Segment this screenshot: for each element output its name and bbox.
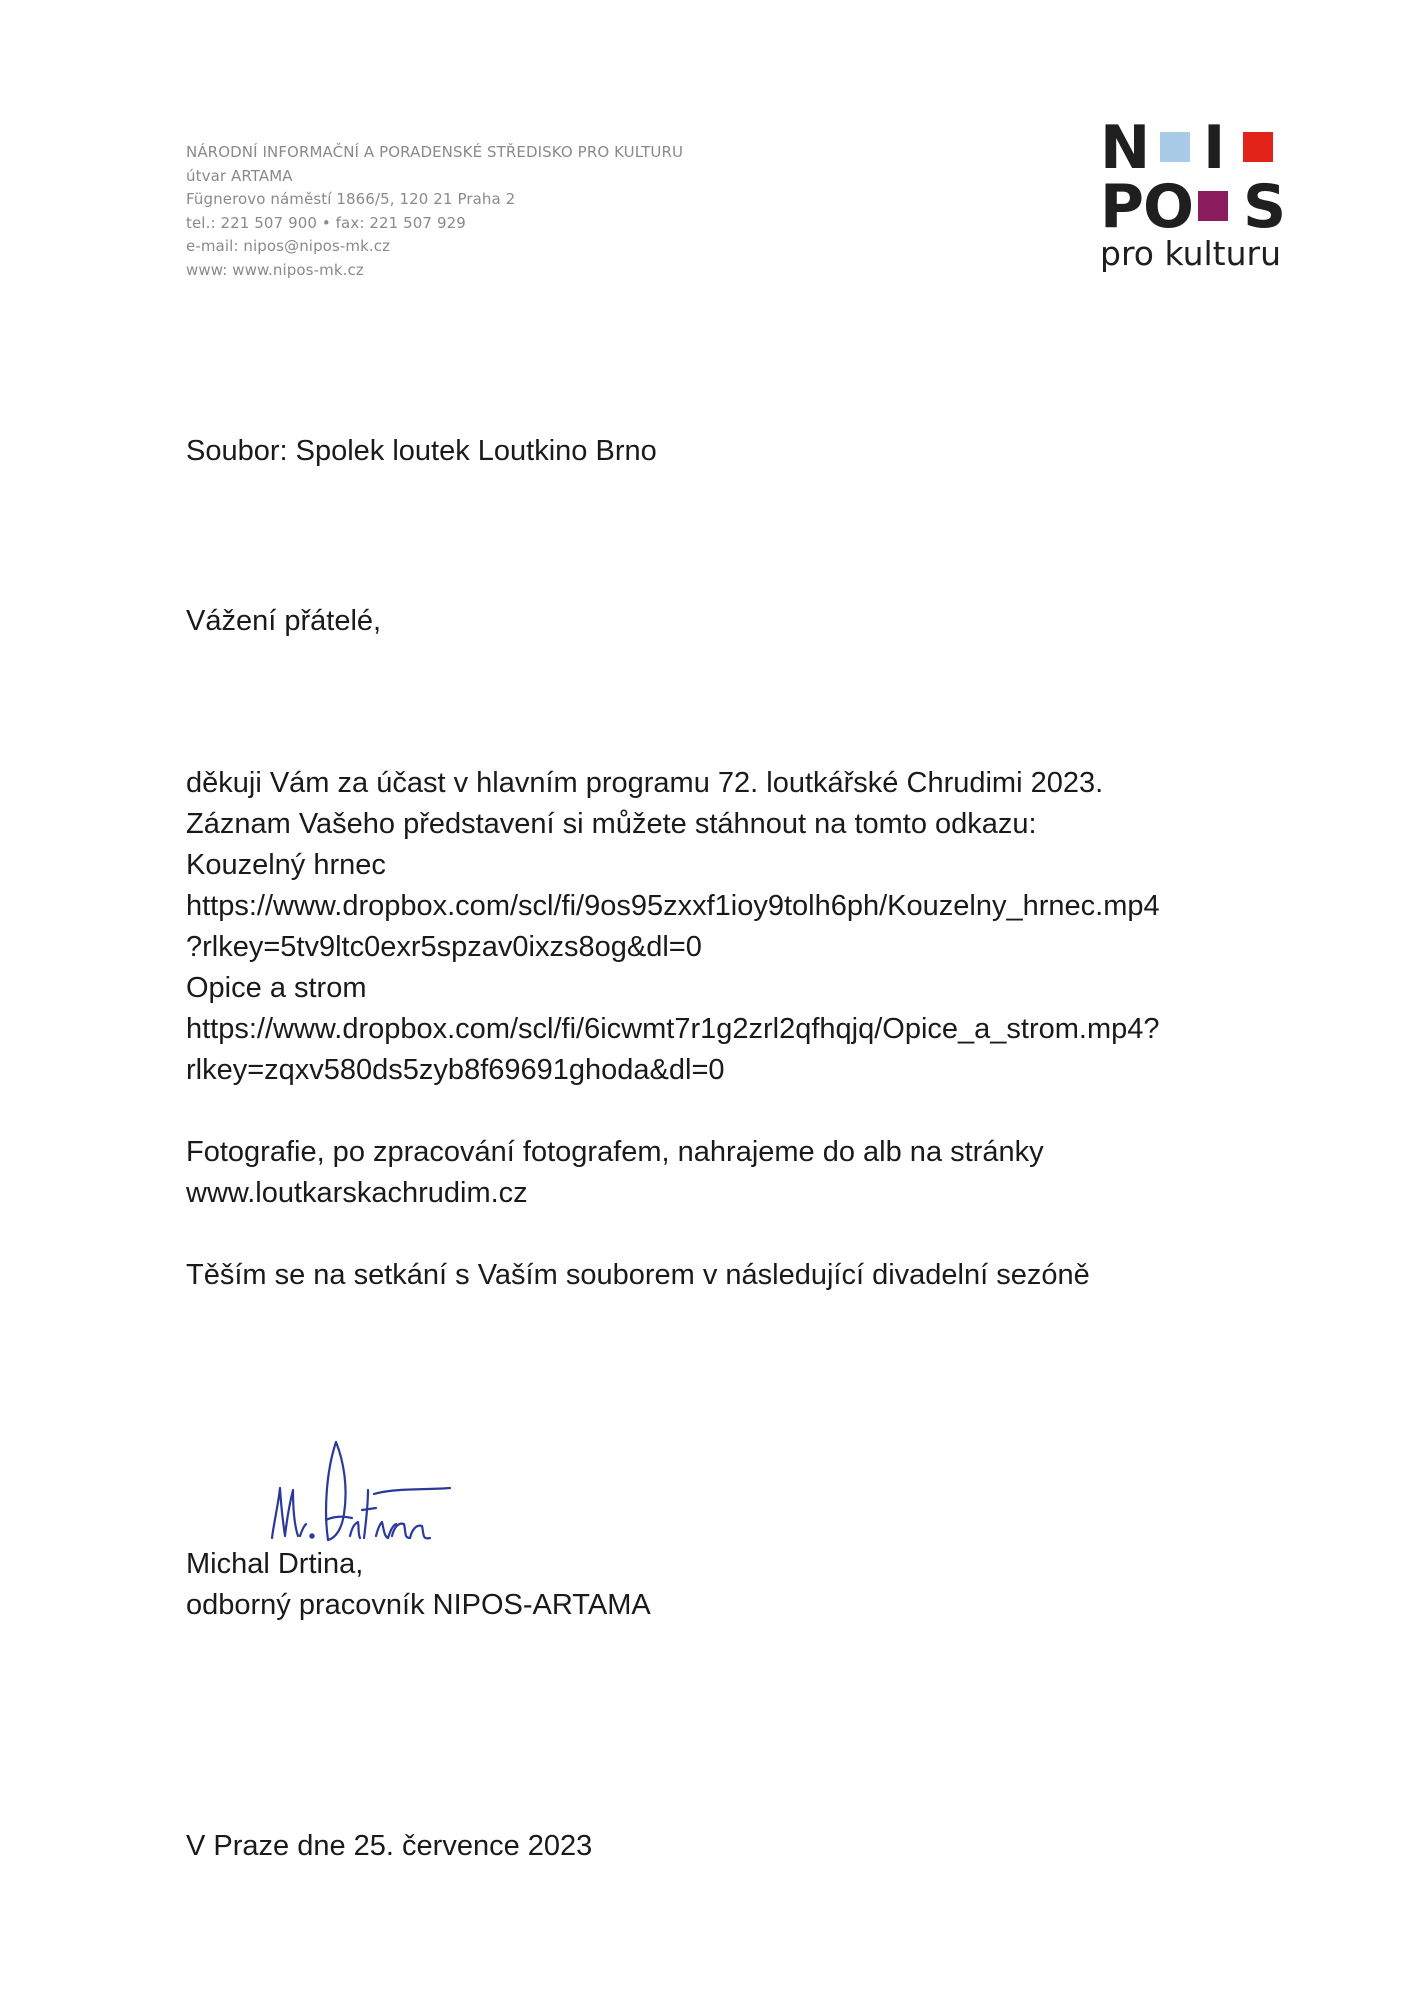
logo-letter-n: N <box>1100 113 1151 183</box>
logo-letter-o: O <box>1143 172 1195 242</box>
logo-purple-square <box>1198 191 1228 221</box>
logo-letter-p: P <box>1100 172 1144 242</box>
signer-block <box>186 1544 651 1626</box>
signer-name: Michal Drtina, <box>186 1548 364 1580</box>
org-department: útvar ARTAMA <box>186 166 293 185</box>
logo-letter-s: S <box>1243 172 1287 242</box>
greeting <box>186 601 381 642</box>
ensemble-name: Soubor: Spolek loutek Loutkino Brno <box>186 435 657 467</box>
greeting-text: Vážení přátelé, <box>186 605 382 637</box>
ensemble-line <box>186 431 657 472</box>
logo-red-square <box>1243 132 1273 162</box>
nipos-logo <box>1100 113 1300 278</box>
sender-header <box>186 141 746 282</box>
logo-letter-i: I <box>1203 113 1226 183</box>
recording-title-2: Opice a strom <box>186 972 367 1004</box>
thanks-line: děkuji Vám za účast v hlavním programu 72. loutkářské Chrudimi 2023. <box>186 767 1104 799</box>
closing-sentence <box>186 1255 1090 1296</box>
closing-text: Těším se na setkání s Vaším souborem v následující divadelní sezóně <box>186 1259 1090 1291</box>
paragraph-photos <box>186 1132 1044 1214</box>
handwritten-signature <box>264 1432 454 1552</box>
recording-link-2-part-2[interactable]: rlkey=zqxv580ds5zyb8f69691ghoda&dl=0 <box>186 1054 725 1086</box>
recording-link-1-part-2[interactable]: ?rlkey=5tv9ltc0exr5spzav0ixzs8og&dl=0 <box>186 931 702 963</box>
org-email: e-mail: nipos@nipos-mk.cz <box>186 237 391 255</box>
logo-light-blue-square <box>1160 132 1190 162</box>
org-address: Fügnerovo náměstí 1866/5, 120 21 Praha 2 <box>186 190 516 208</box>
photos-website-link[interactable]: www.loutkarskachrudim.cz <box>186 1177 528 1209</box>
recording-link-2-part-1[interactable]: https://www.dropbox.com/scl/fi/6icwmt7r1g2zrl2qfhqjq/Opice_a_strom.mp4? <box>186 1013 1160 1045</box>
org-website: www: www.nipos-mk.cz <box>186 260 364 279</box>
recording-title-1: Kouzelný hrnec <box>186 849 386 881</box>
photos-line: Fotografie, po zpracování fotografem, nahrajeme do alb na stránky <box>186 1136 1044 1168</box>
recording-link-1-part-1[interactable]: https://www.dropbox.com/scl/fi/9os95zxxf1ioy9tolh6ph/Kouzelny_hrnec.mp4 <box>186 890 1160 922</box>
signer-role: odborný pracovník NIPOS-ARTAMA <box>186 1589 651 1621</box>
logo-tagline: pro kulturu <box>1100 234 1281 273</box>
recording-intro-line: Záznam Vašeho představení si můžete stáhnout na tomto odkazu: <box>186 808 1037 840</box>
place-and-date <box>186 1826 592 1867</box>
paragraph-recordings <box>186 763 1160 1091</box>
org-phone-fax: tel.: 221 507 900 • fax: 221 507 929 <box>186 213 466 232</box>
place-date-text: V Praze dne 25. července 2023 <box>186 1830 593 1862</box>
org-name: NÁRODNÍ INFORMAČNÍ A PORADENSKÉ STŘEDISKO PRO KULTURU <box>186 143 684 161</box>
